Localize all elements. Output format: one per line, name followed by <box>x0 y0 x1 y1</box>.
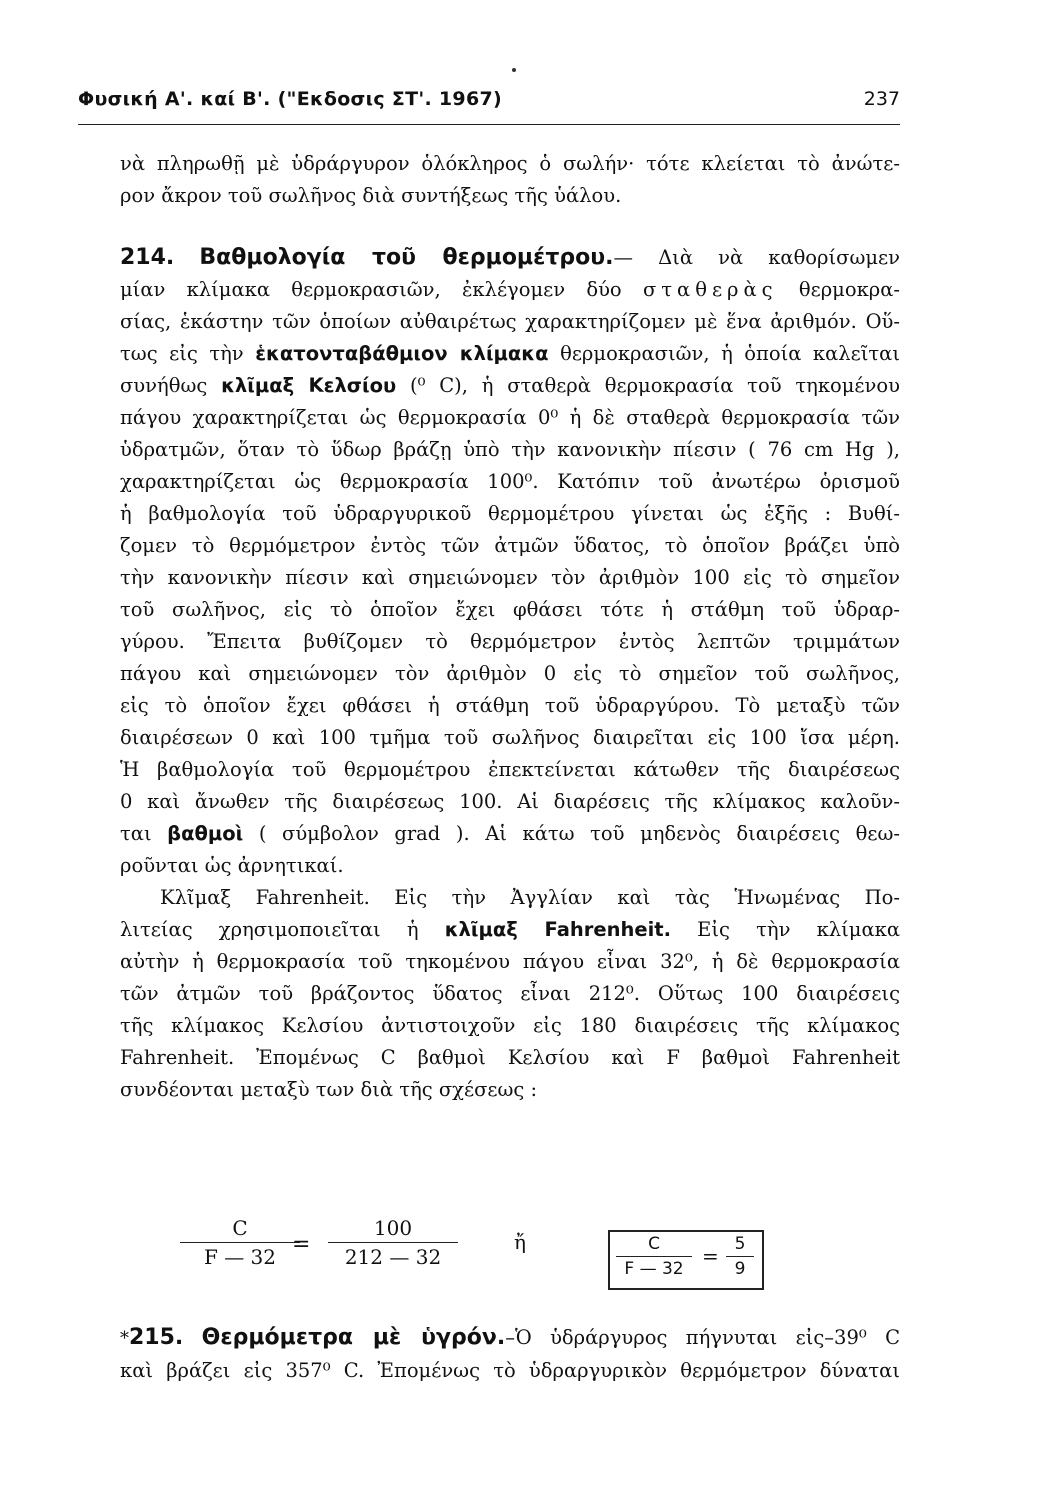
header-title: Φυσική Α'. καί Β'. ("Εκδοσις ΣΤ'. 1967) <box>78 88 502 110</box>
page-mark-dot <box>512 68 516 72</box>
text-line: τῶν ἀτμῶν τοῦ βράζοντος ὕδατος εἶναι 212⁰. Οὕτως 100 διαιρέσεις <box>120 982 900 1005</box>
text-line: μίαν κλίμακα θερμοκρασιῶν, ἐκλέγομεν δύο σταθερὰς θερμοκρα- <box>120 278 901 301</box>
section-title: Θερμόμετρα μὲ ὑγρόν. <box>201 1325 506 1350</box>
bold-term: κλῖμαξ Fahrenheit. <box>444 918 671 941</box>
fraction-c-over-f: $\frac{C}{F — 32}$ <box>180 1216 300 1269</box>
text-line: ὑδρατμῶν, ὅταν τὸ ὕδωρ βράζῃ ὑπὸ τὴν κανονικὴν πίεσιν ( 76 cm Hg ), <box>120 438 900 461</box>
section-214 <box>120 242 900 882</box>
text-line: συνδέονται μεταξὺ των διὰ τῆς σχέσεως : <box>120 1078 538 1101</box>
text-line: τῆς κλίμακος Κελσίου ἀντιστοιχοῦν εἰς 180 διαιρέσεις τῆς κλίμακος <box>120 1014 900 1037</box>
equals-sign: = <box>292 1232 311 1257</box>
spaced-emphasis: σταθερὰς <box>642 278 778 301</box>
text-line: εἰς τὸ ὁποῖον ἔχει φθάσει ἡ στάθμη τοῦ ὑδραργύρου. Τὸ μεταξὺ τῶν <box>120 694 900 717</box>
text-line: Fahrenheit. Ἐπομένως C βαθμοὶ Κελσίου καὶ F βαθμοὶ Fahrenheit <box>120 1046 900 1069</box>
text-line: τὴν κανονικὴν πίεσιν καὶ σημειώνομεν τὸν ἀριθμὸν 100 εἰς τὸ σημεῖον <box>120 566 900 589</box>
fahrenheit-paragraph <box>120 882 900 1106</box>
text-line: Κλῖμαξ Fahrenheit. Εἰς τὴν Ἀγγλίαν καὶ τὰς Ἡνωμένας Πο- <box>160 886 900 909</box>
text-line: ἡ βαθμολογία τοῦ ὑδραργυρικοῦ θερμομέτρου γίνεται ὡς ἑξῆς : Βυθί- <box>120 502 900 525</box>
section-number: 215. <box>129 1325 184 1350</box>
text-line: 0 καὶ ἄνωθεν τῆς διαιρέσεως 100. Αἱ διαρέσεις τῆς κλίμακος καλοῦν- <box>120 790 900 813</box>
text-line: γύρου. Ἔπειτα βυθίζομεν τὸ θερμόμετρον ἐντὸς λεπτῶν τριμμάτων <box>120 630 900 653</box>
text-line: πάγου χαρακτηρίζεται ὡς θερμοκρασία 0⁰ ἡ δὲ σταθερὰ θερμοκρασία τῶν <box>120 406 900 429</box>
text-line: 214. Βαθμολογία τοῦ θερμομέτρου.— Διὰ νὰ καθορίσωμεν <box>120 245 900 270</box>
fraction-5-over-9: $\frac{5}{9}$ <box>726 1234 754 1279</box>
text-line: νὰ πληρωθῇ μὲ ὑδράργυρον ὁλόκληρος ὁ σωλήν· τότε κλείεται τὸ ἀνώτε- <box>120 152 900 175</box>
text-line: συνήθως κλῖμαξ Κελσίου (⁰ C), ἡ σταθερὰ θερμοκρασία τοῦ τηκομένου <box>120 374 900 397</box>
body-text <box>120 148 900 1106</box>
header-rule <box>78 124 900 125</box>
equals-sign: = <box>702 1244 719 1268</box>
text-line: τως εἰς τὴν ἑκατονταβάθμιον κλίμακα θερμοκρασιῶν, ἡ ὁποία καλεῖται <box>120 342 900 365</box>
running-header <box>78 88 900 124</box>
text-line: *215. Θερμόμετρα μὲ ὑγρόν.–Ὁ ὑδράργυρος πήγνυται εἰς–39⁰ C <box>120 1325 900 1350</box>
text-line: ζομεν τὸ θερμόμετρον ἐντὸς τῶν ἀτμῶν ὕδατος, τὸ ὁποῖον βράζει ὑπὸ <box>120 534 900 557</box>
text-line: χαρακτηρίζεται ὡς θερμοκρασία 100⁰. Κατόπιν τοῦ ἀνωτέρω ὁρισμοῦ <box>120 470 900 493</box>
bold-term: βαθμοὶ <box>167 822 244 845</box>
text-line: διαιρέσεων 0 καὶ 100 τμῆμα τοῦ σωλῆνος διαιρεῖται εἰς 100 ἴσα μέρη. <box>120 726 900 749</box>
text-line: λιτείας χρησιμοποιεῖται ἡ κλῖμαξ Fahrenheit. Εἰς τὴν κλίμακα <box>120 918 900 941</box>
paragraph-continued <box>120 148 900 212</box>
fraction-100-over-180: $\frac{100}{212 — 32}$ <box>328 1216 458 1269</box>
text-line: Ἡ βαθμολογία τοῦ θερμομέτρου ἐπεκτείνεται κάτωθεν τῆς διαιρέσεως <box>120 758 900 781</box>
text-line: αὐτὴν ἡ θερμοκρασία τοῦ τηκομένου πάγου εἶναι 32⁰, ἡ δὲ θερμοκρασία <box>120 950 900 973</box>
conversion-formula <box>180 1210 880 1290</box>
text-line: πάγου καὶ σημειώνομεν τὸν ἀριθμὸν 0 εἰς τὸ σημεῖον τοῦ σωλῆνος, <box>120 662 900 685</box>
section-title: Βαθμολογία τοῦ θερμομέτρου. <box>199 245 614 270</box>
section-number: 214. <box>120 245 175 270</box>
text-line: ρον ἄκρον τοῦ σωλῆνος διὰ συντήξεως τῆς ὑάλου. <box>120 184 622 207</box>
boxed-formula <box>608 1230 764 1290</box>
section-215 <box>120 1322 900 1387</box>
text-line: καὶ βράζει εἰς 357⁰ C. Ἐπομένως τὸ ὑδραργυρικὸν θερμόμετρον δύναται <box>120 1359 900 1382</box>
text-line: τοῦ σωλῆνος, εἰς τὸ ὁποῖον ἔχει φθάσει τότε ἡ στάθμη τοῦ ὑδραρ- <box>120 598 900 621</box>
or-word: ἤ <box>514 1230 526 1254</box>
fraction-c-over-f-boxed: $\frac{C}{F — 32}$ <box>616 1234 692 1279</box>
text-line: ροῦνται ὡς ἀρνητικαί. <box>120 854 344 877</box>
text-line: σίας, ἑκάστην τῶν ὁποίων αὐθαιρέτως χαρακτηρίζομεν μὲ ἕνα ἀριθμόν. Οὕ- <box>120 310 900 333</box>
bold-term: ἑκατονταβάθμιον κλίμακα <box>255 342 549 365</box>
bold-term: κλῖμαξ Κελσίου <box>221 374 397 397</box>
page-number: 237 <box>863 88 900 110</box>
text-line: ται βαθμοὶ ( σύμβολον grad ). Αἱ κάτω τοῦ μηδενὸς διαιρέσεις θεω- <box>120 822 900 845</box>
